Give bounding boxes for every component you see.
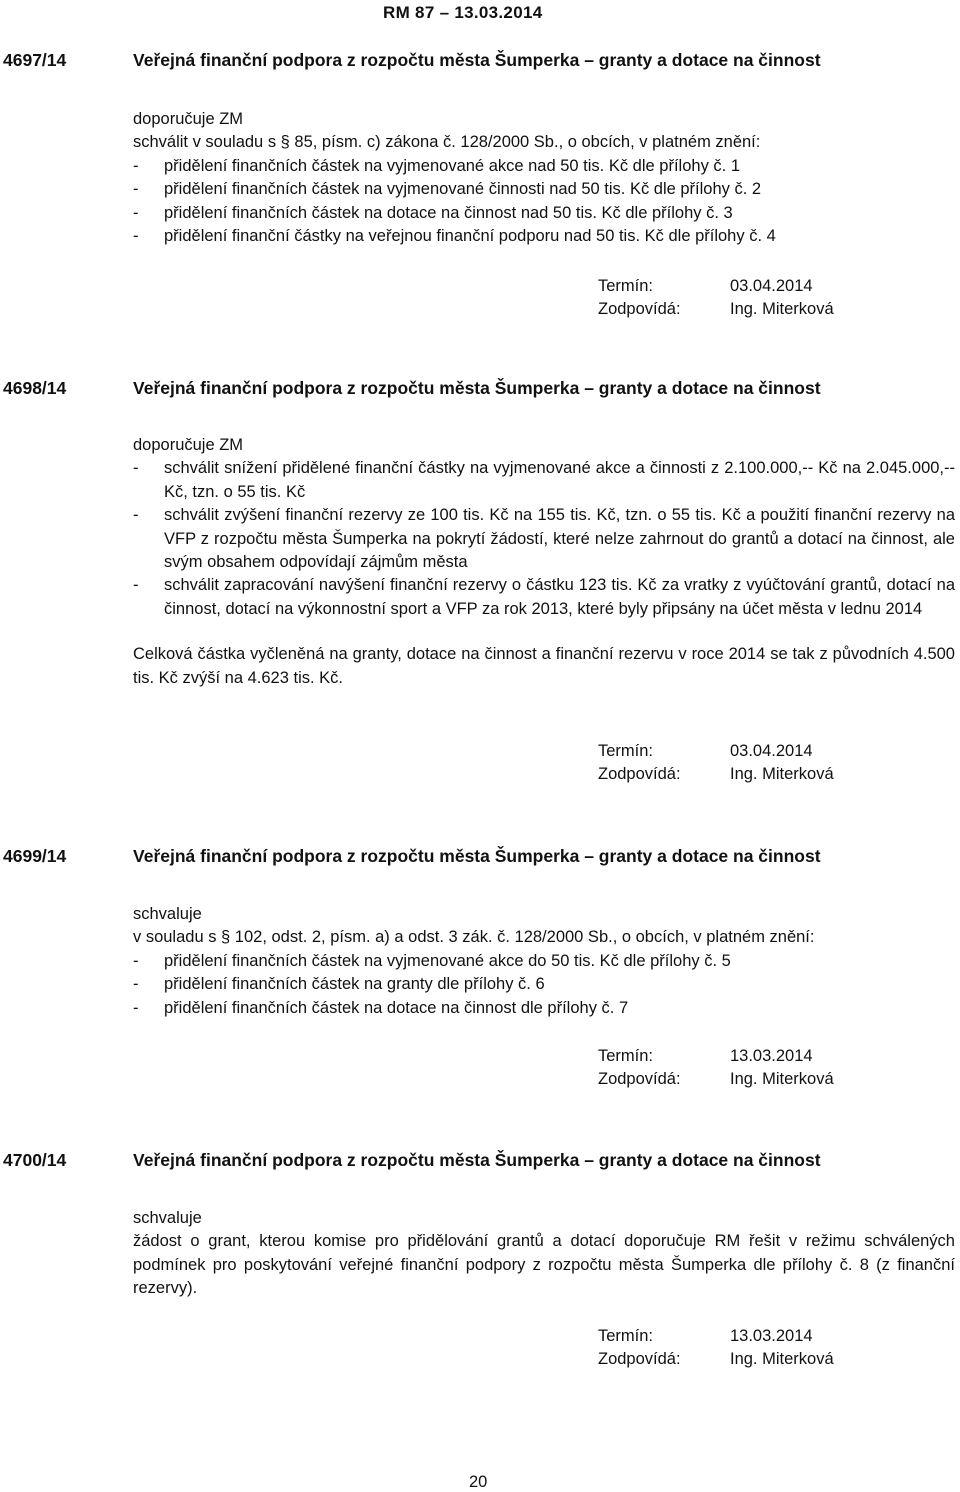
resolution-title: Veřejná finanční podpora z rozpočtu města Šumperka – granty a dotace na činnost [133,378,821,398]
responsible-label: Zodpovídá: [598,1070,681,1089]
term-date: 03.04.2014 [730,277,813,295]
term-date: 13.03.2014 [730,1047,813,1065]
page-number: 20 [469,1473,488,1491]
responsible-person: Ing. Miterková [730,1350,834,1369]
term-label: Termín: [598,742,654,760]
list-item: - schválit zvýšení finanční rezervy ze 100 tis. Kč na 155 tis. Kč, tzn. o 55 tis. Kč a použití finanční rezervy na VFP z rozpočtu města Šumperka na pokrytí žádostí, které nelze zahrnout do grantů a dotací na činnost, ale svým obsahem odpovídají zájmům města [133,506,955,572]
resolution-4697 [0,50,960,319]
responsible-label: Zodpovídá: [598,1350,681,1369]
resolution-title: Veřejná finanční podpora z rozpočtu města Šumperka – granty a dotace na činnost [133,1150,821,1170]
resolution-text: žádost o grant, kterou komise pro přidělování grantů a dotací doporučuje RM řešit v režimu schválených podmínek pro poskytování veřejné finanční podpory z rozpočtu města Šumperka dle přílohy č. 8 (z finanční rezervy). [133,1232,955,1298]
term-date: 13.03.2014 [730,1327,813,1345]
term-label: Termín: [598,1327,654,1345]
list-item: - schválit zapracování navýšení finanční rezervy o částku 123 tis. Kč za vratky z vyúčtování grantů, dotací na činnost, dotací na výkonnostní sport a VFP za rok 2013, které byly připsány na účet města v lednu 2014 [133,576,955,618]
list-item: - schválit snížení přidělené finanční částky na vyjmenované akce a činnosti z 2.100.000,-- Kč na 2.045.000,--Kč, tzn. o 55 tis. Kč [133,459,955,501]
resolution-meta [598,275,834,322]
list-item: - přidělení finančních částek na dotace na činnost nad 50 tis. Kč dle přílohy č. 3 [133,203,733,222]
resolution-intro: schválit v souladu s § 85, písm. c) zákona č. 128/2000 Sb., o obcích, v platném znění: [133,133,761,152]
responsible-label: Zodpovídá: [598,300,681,319]
resolution-action: schvaluje [133,905,202,923]
resolution-number: 4697/14 [3,50,67,70]
term-date: 03.04.2014 [730,742,813,760]
resolution-4699 [0,846,960,1089]
list-item: - přidělení finančních částek na vyjmenované činnosti nad 50 tis. Kč dle přílohy č. 2 [133,180,762,199]
resolution-body [133,108,955,248]
resolution-body [133,903,955,1020]
responsible-person: Ing. Miterková [730,1070,834,1089]
resolution-meta [598,1325,834,1372]
resolution-heading [0,378,960,404]
resolution-meta [598,740,834,787]
list-item: - přidělení finančních částek na vyjmenované akce nad 50 tis. Kč dle přílohy č. 1 [133,156,740,175]
resolution-heading [0,846,960,872]
resolution-meta [598,1045,834,1092]
resolution-note: Celková částka vyčleněná na granty, dotace na činnost a finanční rezervu v roce 2014 se tak z původních 4.500 tis. Kč zvýší na 4.623 tis. Kč. [133,645,955,687]
resolution-heading [0,50,960,76]
resolution-number: 4699/14 [3,846,67,866]
resolution-body [133,434,955,690]
resolution-title: Veřejná finanční podpora z rozpočtu města Šumperka – granty a dotace na činnost [133,846,821,866]
resolution-action: doporučuje ZM [133,110,244,128]
list-item: - přidělení finančních částek na dotace na činnost dle přílohy č. 7 [133,998,629,1017]
resolution-4700 [0,1150,960,1369]
page-header: RM 87 – 13.03.2014 [383,3,543,22]
list-item: - přidělení finančních částek na vyjmenované akce do 50 tis. Kč dle přílohy č. 5 [133,951,731,970]
term-label: Termín: [598,1047,654,1065]
resolution-number: 4700/14 [3,1150,67,1170]
term-label: Termín: [598,277,654,295]
resolution-4698 [0,378,960,784]
resolution-title: Veřejná finanční podpora z rozpočtu města Šumperka – granty a dotace na činnost [133,50,821,70]
resolution-number: 4698/14 [3,378,67,398]
resolution-intro: v souladu s § 102, odst. 2, písm. a) a odst. 3 zák. č. 128/2000 Sb., o obcích, v platném znění: [133,928,815,947]
resolution-action: doporučuje ZM [133,436,244,454]
resolution-body [133,1207,955,1301]
resolution-action: schvaluje [133,1209,202,1227]
responsible-label: Zodpovídá: [598,765,681,784]
list-item: - přidělení finančních částek na granty dle přílohy č. 6 [133,975,545,994]
responsible-person: Ing. Miterková [730,300,834,319]
resolution-heading [0,1150,960,1176]
responsible-person: Ing. Miterková [730,765,834,784]
list-item: - přidělení finanční částky na veřejnou finanční podporu nad 50 tis. Kč dle přílohy č. 4 [133,227,776,246]
